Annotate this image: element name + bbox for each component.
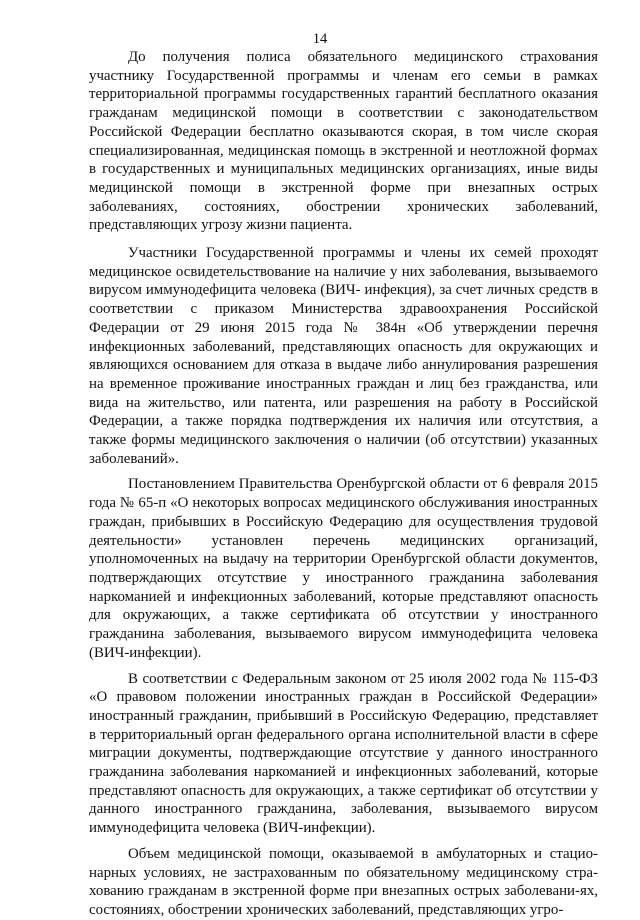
paragraph-polis: До получения полиса обязательного медицинского страхования участнику Государственной программы и членам его семьи в рамках территориальной программы государственных гарантий бесплатного оказания гражданам медицинской помощи в соответствии с законодательством Российской Федерации бесплатно оказываются скорая, в том числе скорая специализированная, медицинская помощь в экстренной и неотложной формах в государственных и муниципальных медицинских организациях, иные виды медицинской помощи в экстренной форме при внезапных острых заболеваниях, состояниях, обострении хронических заболеваний, представляющих угрозу жизни пациента. — [89, 49, 598, 234]
paragraph-medical-care-volume: Объем медицинской помощи, оказываемой в амбулаторных и стацио-нарных условиях, не застрахованным по обязательному медицинскому стра-хованию гражданам в экстренной форме при внезапных острых заболевани-ях, состояниях, обострении хронических заболеваний, представляющих угро- — [89, 845, 598, 918]
body-text — [89, 48, 598, 920]
paragraph-orenburg-resolution: Постановлением Правительства Оренбургской области от 6 февраля 2015 года № 65-п «О некоторых вопросах медицинского обслуживания иностранных граждан, прибывших в Российскую Федерацию для осуществления трудовой деятельности» установлен перечень медицинских организаций, уполномоченных на выдачу на территории Оренбургской области документов, подтверждающих отсутствие у иностранного гражданина заболевания наркоманией и инфекционных заболеваний, которые представляют опасность для окружающих, а также сертификата об отсутствии у иностранного гражданина заболевания, вызываемого вирусом иммунодефицита человека (ВИЧ-инфекции). — [89, 476, 598, 661]
paragraph-hiv-examination: Участники Государственной программы и члены их семей проходят медицинское освидетельствование на наличие у них заболевания, вызываемого вирусом иммунодефицита человека (ВИЧ- инфекция), за счет личных средств в соответствии с приказом Министерства здравоохранения Российской Федерации от 29 июня 2015 года № 384н «Об утверждении перечня инфекционных заболеваний, представляющих опасность для окружающих и являющихся основанием для отказа в выдаче либо аннулирования разрешения на временное проживание иностранных граждан и лиц без гражданства, или вида на жительство, или патента, или разрешения на работу в Российской Федерации, а также порядка подтверждения их наличия или отсутствия, а также формы медицинского заключения о наличии (об отсутствии) указанных заболеваний». — [89, 245, 598, 467]
page-number: 14 — [312, 31, 328, 47]
paragraph-federal-law: В соответствии с Федеральным законом от 25 июля 2002 года № 115-ФЗ «О правовом положении иностранных граждан в Российской Федерации» иностранный гражданин, прибывший в Российскую Федерацию, представляет в территориальный орган федерального органа исполнительной власти в сфере миграции документы, подтверждающие отсутствие у данного иностранного гражданина заболевания наркоманией и инфекционных заболеваний, которые представляют опасность для окружающих, а также сертификат об отсутствии у данного иностранного гражданина, заболевания, вызываемого вирусом иммунодефицита человека (ВИЧ-инфекции). — [89, 670, 598, 837]
